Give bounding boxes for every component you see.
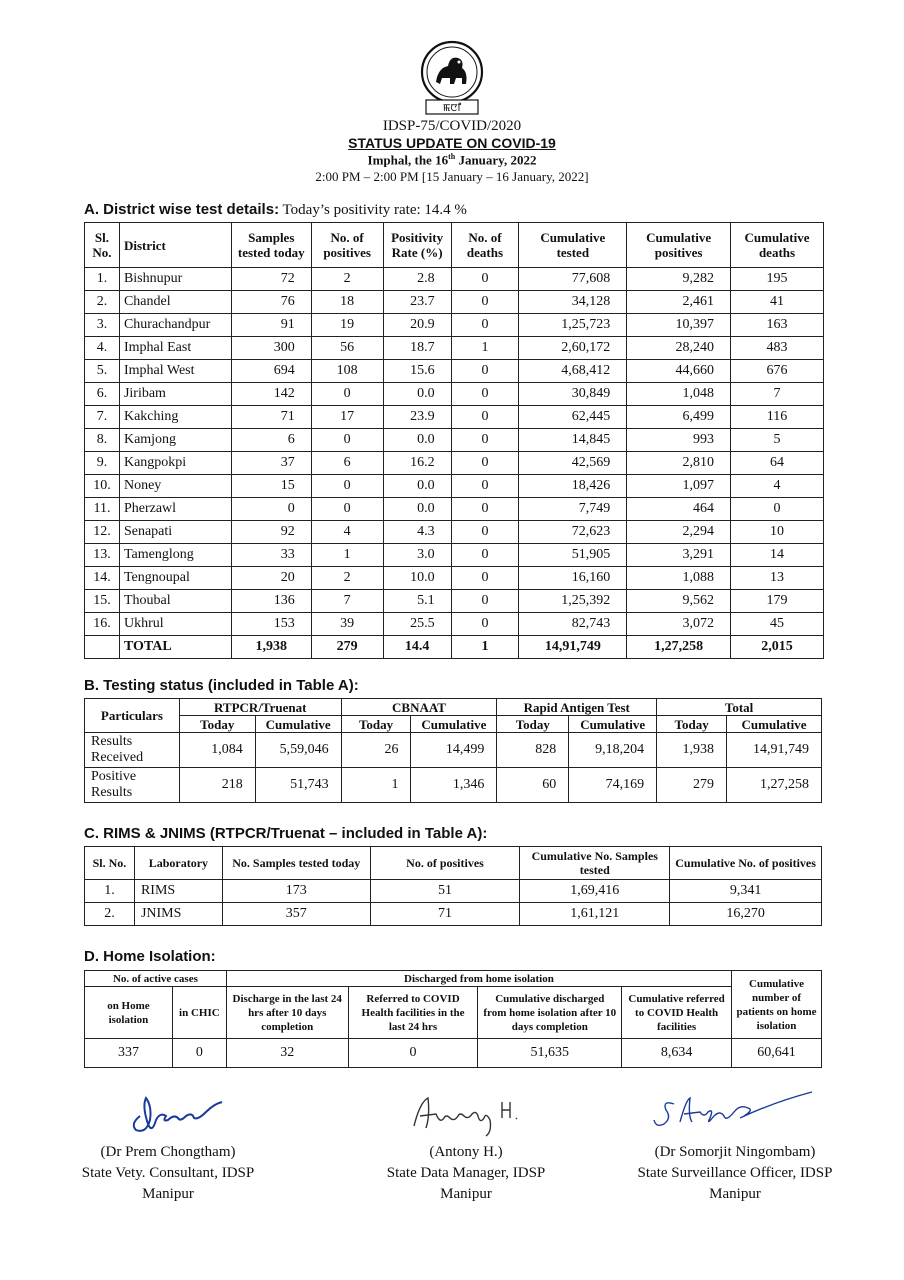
total-cell: 1 bbox=[451, 636, 519, 659]
table-cell: Imphal East bbox=[119, 337, 231, 360]
table-cell: 2,810 bbox=[627, 452, 731, 475]
table-cell: 62,445 bbox=[519, 406, 627, 429]
table-cell: 357 bbox=[222, 903, 370, 926]
table-cell: 8,634 bbox=[622, 1039, 732, 1068]
today-header: Today bbox=[179, 716, 255, 733]
table-cell: 7 bbox=[731, 383, 824, 406]
table-row bbox=[85, 1039, 822, 1068]
reporting-period: 2:00 PM – 2:00 PM [15 January – 16 January, 2022] bbox=[315, 169, 589, 184]
table-cell: 15.6 bbox=[383, 360, 451, 383]
total-cell: TOTAL bbox=[119, 636, 231, 659]
positivity-rate-note: Today’s positivity rate: 14.4 % bbox=[279, 202, 467, 218]
table-cell: 64 bbox=[731, 452, 824, 475]
group-header: RTPCR/Truenat bbox=[179, 699, 341, 716]
table-row bbox=[85, 567, 824, 590]
column-header: in CHIC bbox=[172, 987, 226, 1039]
table-row bbox=[85, 613, 824, 636]
table-cell: 3,291 bbox=[627, 544, 731, 567]
table-cell: 34,128 bbox=[519, 291, 627, 314]
table-cell: 0 bbox=[731, 498, 824, 521]
table-row bbox=[85, 406, 824, 429]
signatory-place: Manipur bbox=[142, 1186, 194, 1202]
table-cell: 3.0 bbox=[383, 544, 451, 567]
column-header: Discharge in the last 24 hrs after 10 days completion bbox=[226, 987, 348, 1039]
table-cell: 20.9 bbox=[383, 314, 451, 337]
table-cell: 2. bbox=[85, 291, 120, 314]
table-cell: 6 bbox=[311, 452, 383, 475]
table-cell: 10,397 bbox=[627, 314, 731, 337]
table-cell: 13 bbox=[731, 567, 824, 590]
table-cell: 1,097 bbox=[627, 475, 731, 498]
handwritten-signature-icon bbox=[122, 1090, 232, 1140]
table-cell: 2,294 bbox=[627, 521, 731, 544]
table-cell: 39 bbox=[311, 613, 383, 636]
table-cell: 72 bbox=[231, 268, 311, 291]
table-cell: 18.7 bbox=[383, 337, 451, 360]
cumulative-header: Cumulative bbox=[569, 716, 657, 733]
column-header: Sl. No. bbox=[85, 223, 120, 268]
total-row bbox=[85, 636, 824, 659]
table-cell: 7. bbox=[85, 406, 120, 429]
table-cell: 4 bbox=[731, 475, 824, 498]
table-cell: 0 bbox=[311, 429, 383, 452]
column-header: Cumulative deaths bbox=[731, 223, 824, 268]
table-cell: 0 bbox=[451, 544, 519, 567]
table-cell: Bishnupur bbox=[119, 268, 231, 291]
table-cell: 4,68,412 bbox=[519, 360, 627, 383]
table-cell: 0.0 bbox=[383, 475, 451, 498]
section-c-heading: C. RIMS & JNIMS (RTPCR/Truenat – included in Table A): bbox=[84, 825, 488, 842]
table-cell: Tengnoupal bbox=[119, 567, 231, 590]
total-cell: 2,015 bbox=[731, 636, 824, 659]
table-cell: 20 bbox=[231, 567, 311, 590]
column-header: Cumulative positives bbox=[627, 223, 731, 268]
document-title: STATUS UPDATE ON COVID-19 bbox=[348, 135, 556, 151]
table-cell: 51,743 bbox=[255, 768, 341, 803]
table-cell: 163 bbox=[731, 314, 824, 337]
table-row bbox=[85, 268, 824, 291]
table-cell: 7 bbox=[311, 590, 383, 613]
table-row bbox=[85, 429, 824, 452]
table-cell: 10.0 bbox=[383, 567, 451, 590]
section-b-heading: B. Testing status (included in Table A): bbox=[84, 677, 359, 694]
table-cell: 60,641 bbox=[732, 1039, 822, 1068]
table-row bbox=[85, 452, 824, 475]
table-cell: Results Received bbox=[85, 733, 180, 768]
table-cell: Churachandpur bbox=[119, 314, 231, 337]
table-header-row bbox=[85, 223, 824, 268]
table-cell: 1,084 bbox=[179, 733, 255, 768]
signatory-place: Manipur bbox=[709, 1186, 761, 1202]
document-date: Imphal, the 16th January, 2022 bbox=[367, 152, 537, 168]
table-cell: 74,169 bbox=[569, 768, 657, 803]
signatory-place: Manipur bbox=[440, 1186, 492, 1202]
group-header: CBNAAT bbox=[341, 699, 497, 716]
column-header: No. of deaths bbox=[451, 223, 519, 268]
table-cell: 5.1 bbox=[383, 590, 451, 613]
column-header: Samples tested today bbox=[231, 223, 311, 268]
column-header: Cumulative referred to COVID Health facilities bbox=[622, 987, 732, 1039]
table-cell: 71 bbox=[231, 406, 311, 429]
table-cell: Kakching bbox=[119, 406, 231, 429]
column-header: Cumulative No. Samples tested bbox=[520, 847, 670, 880]
table-cell: 16,270 bbox=[670, 903, 822, 926]
cumulative-home-isolation-header: Cumulative number of patients on home isolation bbox=[732, 971, 822, 1039]
table-cell: 0 bbox=[451, 314, 519, 337]
section-d-heading: D. Home Isolation: bbox=[84, 948, 216, 965]
table-cell: 44,660 bbox=[627, 360, 731, 383]
cumulative-header: Cumulative bbox=[411, 716, 497, 733]
table-cell: 32 bbox=[226, 1039, 348, 1068]
table-cell: 0 bbox=[451, 475, 519, 498]
column-header: No. of positives bbox=[311, 223, 383, 268]
table-cell: 4 bbox=[311, 521, 383, 544]
table-cell: 41 bbox=[731, 291, 824, 314]
table-cell: Noney bbox=[119, 475, 231, 498]
table-cell: 56 bbox=[311, 337, 383, 360]
table-cell: 0 bbox=[451, 452, 519, 475]
table-cell: 0 bbox=[451, 383, 519, 406]
table-cell: 0.0 bbox=[383, 498, 451, 521]
table-cell: 0 bbox=[451, 521, 519, 544]
table-row bbox=[85, 498, 824, 521]
table-cell: 0 bbox=[451, 498, 519, 521]
table-cell: 6,499 bbox=[627, 406, 731, 429]
handwritten-signature-icon bbox=[406, 1088, 526, 1138]
table-cell: JNIMS bbox=[134, 903, 222, 926]
table-cell: Thoubal bbox=[119, 590, 231, 613]
table-cell: 0 bbox=[348, 1039, 478, 1068]
signature-block bbox=[38, 1096, 298, 1205]
table-cell: 51 bbox=[370, 880, 520, 903]
table-cell: 0.0 bbox=[383, 383, 451, 406]
table-cell: 18,426 bbox=[519, 475, 627, 498]
table-cell: 676 bbox=[731, 360, 824, 383]
table-cell: 2 bbox=[311, 567, 383, 590]
table-cell: 14,499 bbox=[411, 733, 497, 768]
table-cell: 173 bbox=[222, 880, 370, 903]
total-cell: 1,27,258 bbox=[627, 636, 731, 659]
particulars-header: Particulars bbox=[85, 699, 180, 733]
table-cell: 1,61,121 bbox=[520, 903, 670, 926]
table-cell: 0 bbox=[231, 498, 311, 521]
table-cell: Pherzawl bbox=[119, 498, 231, 521]
rims-jnims-table bbox=[84, 846, 822, 926]
table-cell: 218 bbox=[179, 768, 255, 803]
table-cell: 2. bbox=[85, 903, 135, 926]
table-cell: 10. bbox=[85, 475, 120, 498]
table-cell: 0 bbox=[311, 475, 383, 498]
table-cell: 3,072 bbox=[627, 613, 731, 636]
table-cell: 1. bbox=[85, 268, 120, 291]
signatory-name: (Dr Somorjit Ningombam) bbox=[654, 1144, 816, 1160]
table-cell: 33 bbox=[231, 544, 311, 567]
table-cell: 0 bbox=[451, 429, 519, 452]
table-cell: 4.3 bbox=[383, 521, 451, 544]
table-cell: 11. bbox=[85, 498, 120, 521]
table-cell: 6. bbox=[85, 383, 120, 406]
table-cell: 17 bbox=[311, 406, 383, 429]
table-cell: 0 bbox=[451, 590, 519, 613]
table-cell: 7,749 bbox=[519, 498, 627, 521]
column-header: Laboratory bbox=[134, 847, 222, 880]
table-cell: 5,59,046 bbox=[255, 733, 341, 768]
table-cell: 1,25,392 bbox=[519, 590, 627, 613]
table-cell: 195 bbox=[731, 268, 824, 291]
table-cell: 1,938 bbox=[657, 733, 727, 768]
total-cell: 14.4 bbox=[383, 636, 451, 659]
signatory-title: State Surveillance Officer, IDSP bbox=[637, 1165, 833, 1181]
table-cell: 279 bbox=[657, 768, 727, 803]
today-header: Today bbox=[497, 716, 569, 733]
table-cell: 23.9 bbox=[383, 406, 451, 429]
table-cell: 116 bbox=[731, 406, 824, 429]
handwritten-signature-icon bbox=[644, 1086, 814, 1136]
table-row bbox=[85, 291, 824, 314]
group-header: Rapid Antigen Test bbox=[497, 699, 657, 716]
section-a-heading: A. District wise test details: Today’s positivity rate: 14.4 % bbox=[84, 201, 467, 218]
table-cell: 16,160 bbox=[519, 567, 627, 590]
column-header: Sl. No. bbox=[85, 847, 135, 880]
manipur-emblem-icon bbox=[416, 38, 488, 118]
table-cell: 23.7 bbox=[383, 291, 451, 314]
table-row bbox=[85, 768, 822, 803]
table-cell: 1 bbox=[451, 337, 519, 360]
table-row bbox=[85, 475, 824, 498]
table-cell: Kangpokpi bbox=[119, 452, 231, 475]
column-header: Cumulative discharged from home isolation after 10 days completion bbox=[478, 987, 622, 1039]
table-cell: 51,905 bbox=[519, 544, 627, 567]
table-cell: 1 bbox=[311, 544, 383, 567]
table-cell: 5. bbox=[85, 360, 120, 383]
total-cell: 1,938 bbox=[231, 636, 311, 659]
column-header: Cumulative tested bbox=[519, 223, 627, 268]
table-cell: 2.8 bbox=[383, 268, 451, 291]
table-cell: 0 bbox=[311, 383, 383, 406]
testing-status-table bbox=[84, 698, 822, 803]
total-cell: 279 bbox=[311, 636, 383, 659]
table-cell: 8. bbox=[85, 429, 120, 452]
cumulative-header: Cumulative bbox=[727, 716, 822, 733]
table-row bbox=[85, 360, 824, 383]
discharged-header: Discharged from home isolation bbox=[226, 971, 731, 987]
table-cell: 337 bbox=[85, 1039, 173, 1068]
group-header: Total bbox=[657, 699, 822, 716]
table-row bbox=[85, 314, 824, 337]
home-isolation-table bbox=[84, 970, 822, 1068]
table-cell: 694 bbox=[231, 360, 311, 383]
table-cell: 71 bbox=[370, 903, 520, 926]
column-header: Referred to COVID Health facilities in the last 24 hrs bbox=[348, 987, 478, 1039]
document-reference: IDSP-75/COVID/2020 bbox=[382, 118, 522, 134]
table-row bbox=[85, 544, 824, 567]
table-cell: 6 bbox=[231, 429, 311, 452]
table-cell: 9,562 bbox=[627, 590, 731, 613]
table-cell: 1,27,258 bbox=[727, 768, 822, 803]
table-row bbox=[85, 733, 822, 768]
table-cell: 60 bbox=[497, 768, 569, 803]
table-cell: 10 bbox=[731, 521, 824, 544]
table-cell: 19 bbox=[311, 314, 383, 337]
table-cell: 16.2 bbox=[383, 452, 451, 475]
table-row bbox=[85, 383, 824, 406]
table-cell: Ukhrul bbox=[119, 613, 231, 636]
table-cell: 0 bbox=[451, 360, 519, 383]
table-cell: Tamenglong bbox=[119, 544, 231, 567]
table-cell: 9,341 bbox=[670, 880, 822, 903]
table-cell: 483 bbox=[731, 337, 824, 360]
table-cell: Kamjong bbox=[119, 429, 231, 452]
table-cell: 1. bbox=[85, 880, 135, 903]
table-cell: 4. bbox=[85, 337, 120, 360]
column-header: Cumulative No. of positives bbox=[670, 847, 822, 880]
table-cell: Chandel bbox=[119, 291, 231, 314]
table-cell: 136 bbox=[231, 590, 311, 613]
table-cell: 16. bbox=[85, 613, 120, 636]
table-cell: 92 bbox=[231, 521, 311, 544]
table-cell: 12. bbox=[85, 521, 120, 544]
signature-block bbox=[336, 1096, 596, 1205]
table-cell: 9,18,204 bbox=[569, 733, 657, 768]
svg-text:ꯃꯅꯤ: ꯃꯅꯤ bbox=[442, 103, 462, 114]
table-cell: 82,743 bbox=[519, 613, 627, 636]
table-row bbox=[85, 521, 824, 544]
table-cell: 828 bbox=[497, 733, 569, 768]
table-cell: Senapati bbox=[119, 521, 231, 544]
column-header: No. of positives bbox=[370, 847, 520, 880]
table-cell: 2 bbox=[311, 268, 383, 291]
table-cell: 76 bbox=[231, 291, 311, 314]
table-cell: 91 bbox=[231, 314, 311, 337]
table-cell: 14,91,749 bbox=[727, 733, 822, 768]
table-cell: 0 bbox=[451, 291, 519, 314]
signatory-name: (Antony H.) bbox=[429, 1144, 503, 1160]
table-cell: 2,461 bbox=[627, 291, 731, 314]
column-header: Positivity Rate (%) bbox=[383, 223, 451, 268]
table-cell: 0 bbox=[451, 268, 519, 291]
table-cell: 37 bbox=[231, 452, 311, 475]
table-cell: 5 bbox=[731, 429, 824, 452]
table-cell: 0 bbox=[311, 498, 383, 521]
table-cell: 1,346 bbox=[411, 768, 497, 803]
table-cell: 14,845 bbox=[519, 429, 627, 452]
table-cell: 15. bbox=[85, 590, 120, 613]
table-cell: 0 bbox=[172, 1039, 226, 1068]
column-header: No. Samples tested today bbox=[222, 847, 370, 880]
table-cell: 9. bbox=[85, 452, 120, 475]
table-cell: 1,25,723 bbox=[519, 314, 627, 337]
table-cell: 25.5 bbox=[383, 613, 451, 636]
table-cell: 142 bbox=[231, 383, 311, 406]
table-cell: 1 bbox=[341, 768, 411, 803]
table-cell: 14. bbox=[85, 567, 120, 590]
table-cell: 0 bbox=[451, 567, 519, 590]
table-row bbox=[85, 903, 822, 926]
district-test-table bbox=[84, 222, 824, 659]
table-cell: 1,69,416 bbox=[520, 880, 670, 903]
table-row bbox=[85, 337, 824, 360]
table-cell: 42,569 bbox=[519, 452, 627, 475]
table-cell: Jiribam bbox=[119, 383, 231, 406]
table-cell: 1,048 bbox=[627, 383, 731, 406]
column-header: District bbox=[119, 223, 231, 268]
cumulative-header: Cumulative bbox=[255, 716, 341, 733]
signature-block bbox=[600, 1096, 870, 1205]
today-header: Today bbox=[341, 716, 411, 733]
table-cell: Imphal West bbox=[119, 360, 231, 383]
table-cell: 14 bbox=[731, 544, 824, 567]
total-cell: 14,91,749 bbox=[519, 636, 627, 659]
table-cell: 3. bbox=[85, 314, 120, 337]
table-cell: 993 bbox=[627, 429, 731, 452]
table-cell: 45 bbox=[731, 613, 824, 636]
table-row bbox=[85, 880, 822, 903]
active-cases-header: No. of active cases bbox=[85, 971, 227, 987]
table-cell: 18 bbox=[311, 291, 383, 314]
table-cell: 9,282 bbox=[627, 268, 731, 291]
table-cell: 77,608 bbox=[519, 268, 627, 291]
signatory-title: State Vety. Consultant, IDSP bbox=[81, 1165, 255, 1181]
table-cell: 0.0 bbox=[383, 429, 451, 452]
table-cell: 179 bbox=[731, 590, 824, 613]
table-cell: 300 bbox=[231, 337, 311, 360]
table-cell: 0 bbox=[451, 406, 519, 429]
table-cell: 72,623 bbox=[519, 521, 627, 544]
table-cell: 26 bbox=[341, 733, 411, 768]
signatory-name: (Dr Prem Chongtham) bbox=[100, 1144, 236, 1160]
table-cell: 153 bbox=[231, 613, 311, 636]
table-cell: 0 bbox=[451, 613, 519, 636]
table-cell: 28,240 bbox=[627, 337, 731, 360]
total-cell bbox=[85, 636, 120, 659]
table-cell: 1,088 bbox=[627, 567, 731, 590]
table-cell: RIMS bbox=[134, 880, 222, 903]
table-cell: 15 bbox=[231, 475, 311, 498]
table-cell: 51,635 bbox=[478, 1039, 622, 1068]
table-cell: 108 bbox=[311, 360, 383, 383]
signatory-title: State Data Manager, IDSP bbox=[386, 1165, 546, 1181]
table-cell: 13. bbox=[85, 544, 120, 567]
column-header: on Home isolation bbox=[85, 987, 173, 1039]
table-cell: 2,60,172 bbox=[519, 337, 627, 360]
table-cell: Positive Results bbox=[85, 768, 180, 803]
table-cell: 464 bbox=[627, 498, 731, 521]
today-header: Today bbox=[657, 716, 727, 733]
table-cell: 30,849 bbox=[519, 383, 627, 406]
table-row bbox=[85, 590, 824, 613]
